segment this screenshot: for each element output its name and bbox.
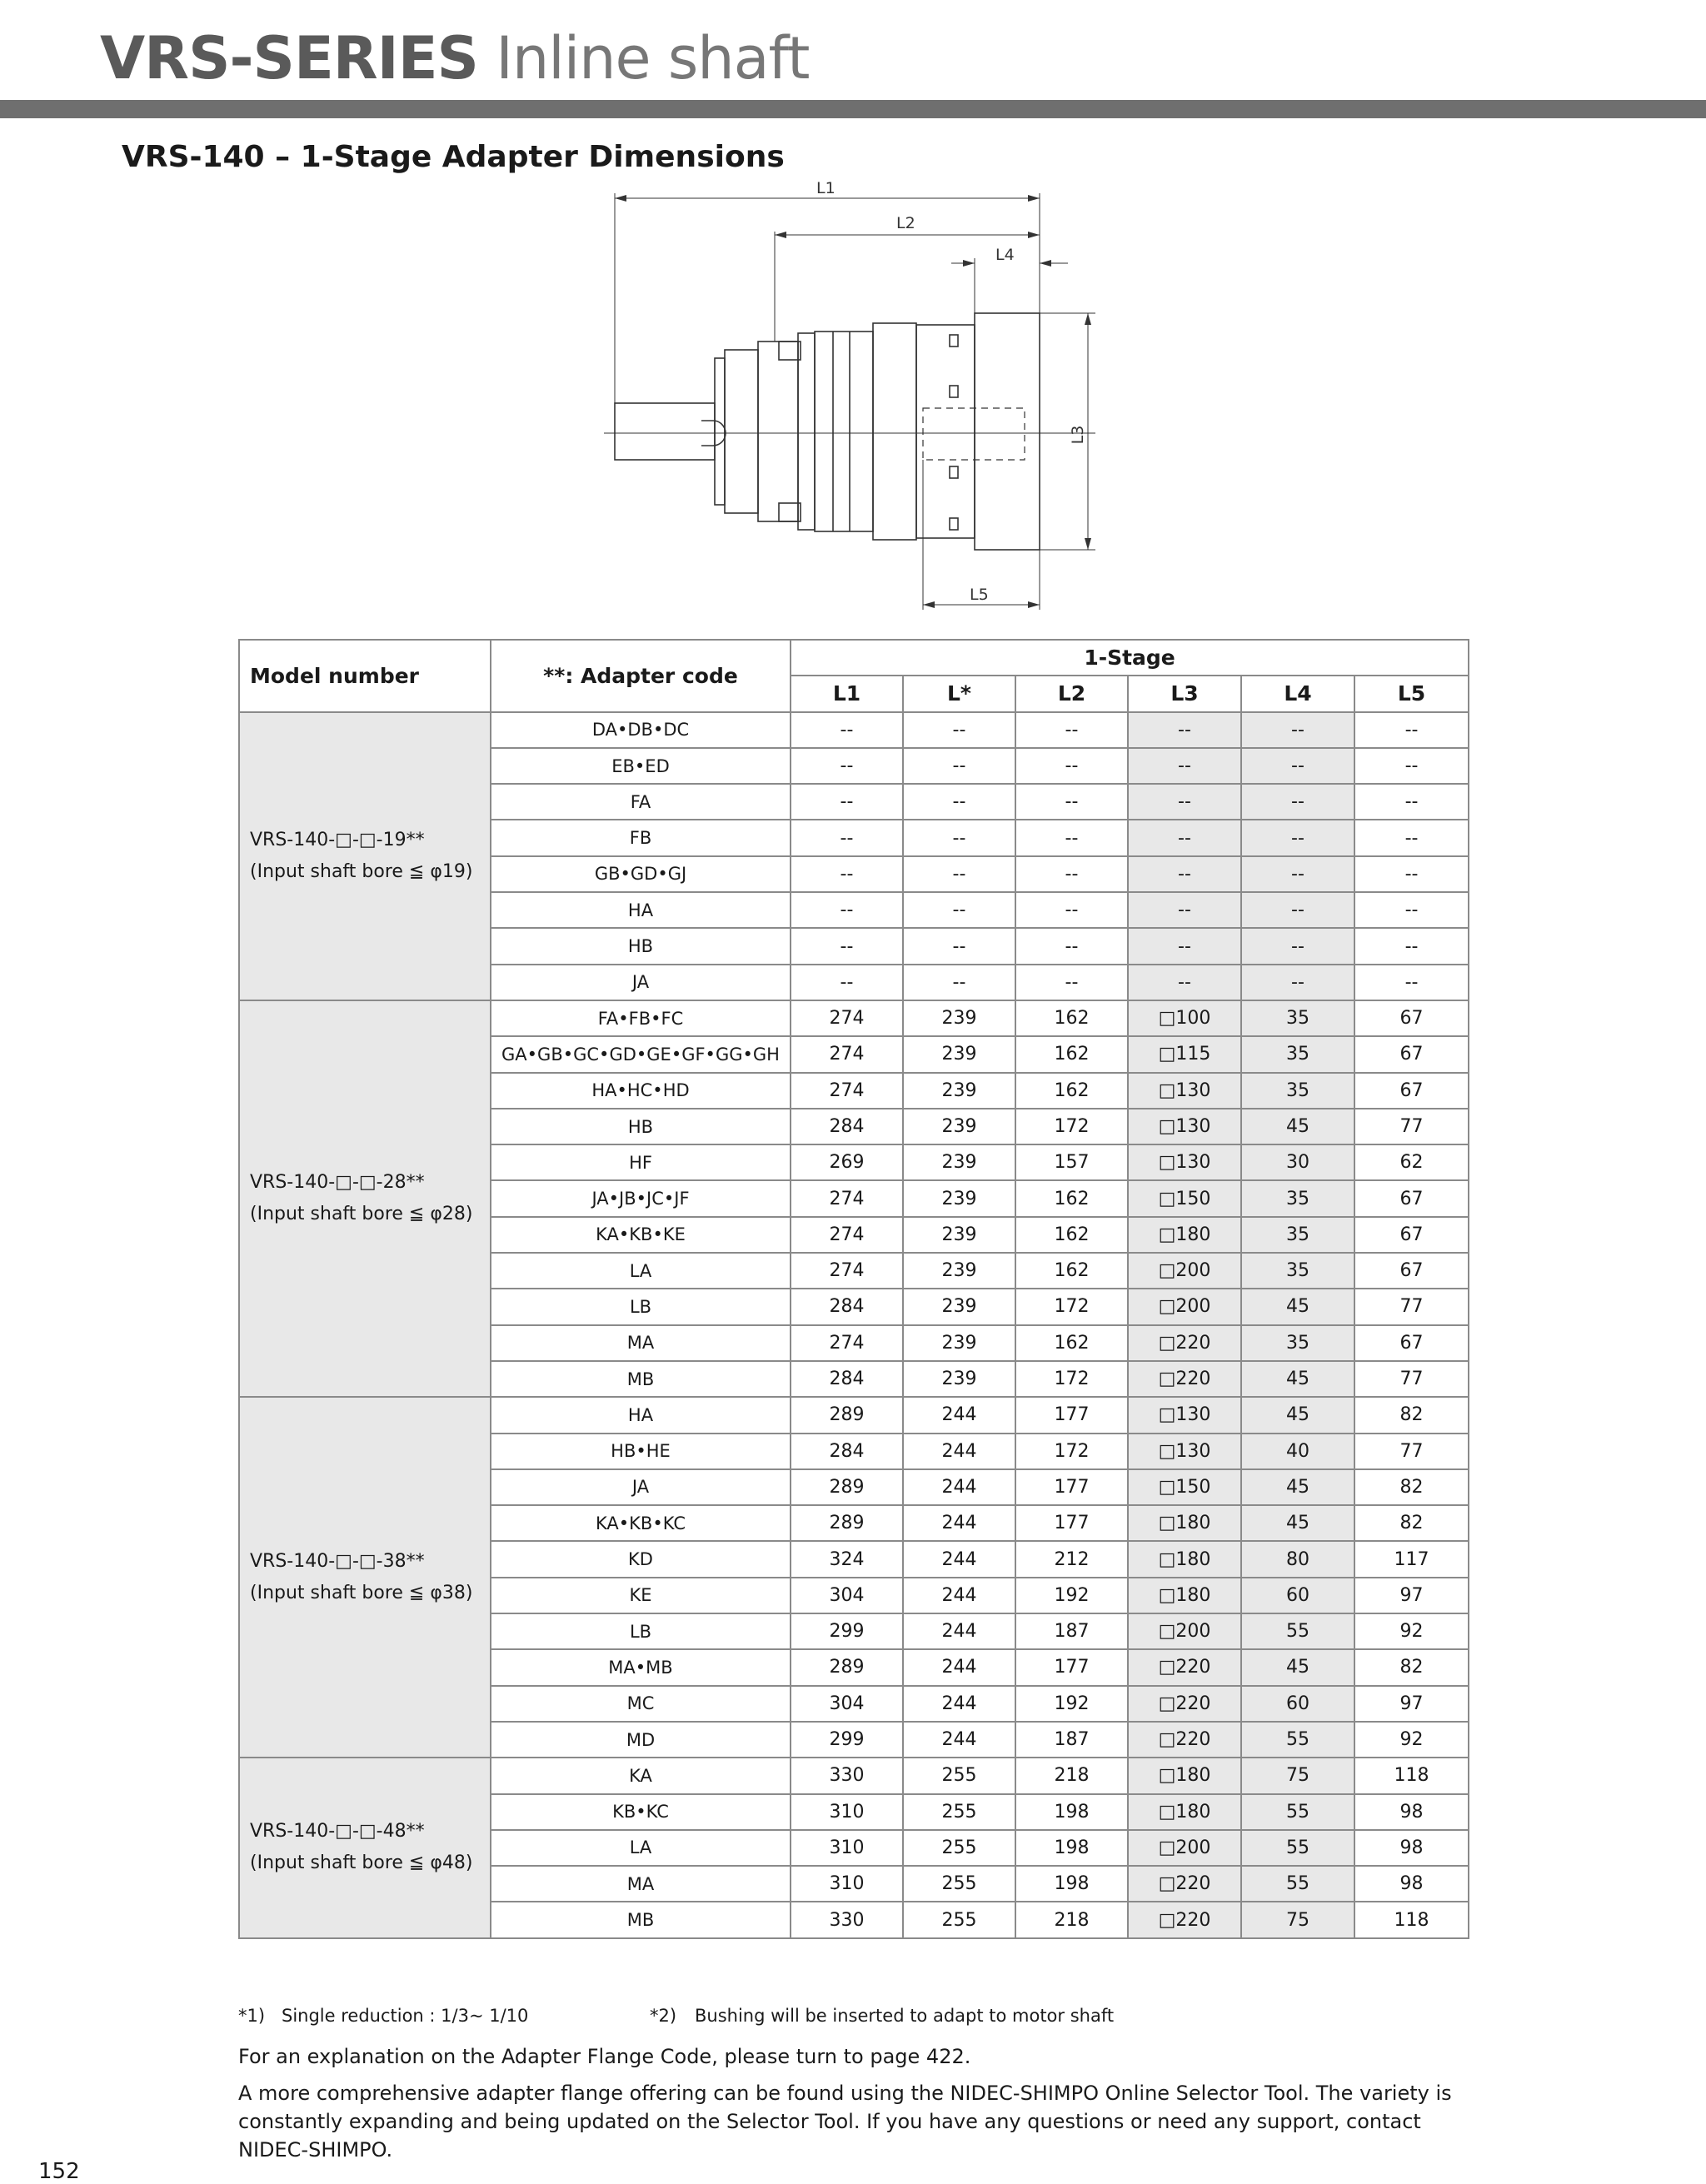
l2-value: 212 [1015, 1541, 1128, 1577]
l4-value: 35 [1241, 1217, 1354, 1253]
l4-value: 55 [1241, 1830, 1354, 1866]
hidden-bore [923, 408, 1025, 460]
l4-value: -- [1241, 892, 1354, 928]
header-l4: L4 [1241, 676, 1354, 711]
l2-value: 172 [1015, 1289, 1128, 1324]
l5-value: 118 [1354, 1758, 1469, 1793]
l5-value: 98 [1354, 1830, 1469, 1866]
l2-value: 162 [1015, 1217, 1128, 1253]
input-shaft-bore: (Input shaft bore ≦ φ19) [250, 860, 473, 882]
l5-value: 82 [1354, 1469, 1469, 1505]
lstar-value: 255 [903, 1758, 1015, 1793]
lstar-value: 239 [903, 1325, 1015, 1361]
model-number: VRS-140-□-□-19** [250, 829, 425, 850]
l5-value: 82 [1354, 1649, 1469, 1685]
lstar-value: 239 [903, 1073, 1015, 1109]
lstar-value: 239 [903, 1361, 1015, 1397]
l4-value: -- [1241, 712, 1354, 748]
l5-value: 67 [1354, 1325, 1469, 1361]
l3-value: □180 [1128, 1505, 1241, 1541]
l3-value: □200 [1128, 1830, 1241, 1866]
l5-value: 77 [1354, 1289, 1469, 1324]
front-flange-lip [715, 358, 725, 505]
series-title-bold: VRS-SERIES [100, 24, 478, 92]
adapter-code: HA•HC•HD [491, 1073, 791, 1109]
l1-value: -- [791, 820, 903, 855]
lstar-value: 244 [903, 1686, 1015, 1722]
adapter-code: HF [491, 1144, 791, 1180]
l1-value: 284 [791, 1434, 903, 1469]
l3-value: □180 [1128, 1794, 1241, 1830]
l2-value: 218 [1015, 1758, 1128, 1793]
footnote-2-text: Bushing will be inserted to adapt to motor shaft [695, 2006, 1115, 2026]
l2-value: 198 [1015, 1866, 1128, 1902]
adapter-code: KD [491, 1541, 791, 1577]
header-l2: L2 [1015, 676, 1128, 711]
l3-value: □130 [1128, 1073, 1241, 1109]
input-shaft-bore: (Input shaft bore ≦ φ28) [250, 1204, 473, 1225]
l2-value: 172 [1015, 1361, 1128, 1397]
label-l4: L4 [995, 246, 1015, 264]
l5-value: 67 [1354, 1253, 1469, 1289]
series-title [100, 18, 809, 98]
lstar-value: 239 [903, 1036, 1015, 1072]
lstar-value: 244 [903, 1397, 1015, 1433]
l4-value: 45 [1241, 1505, 1354, 1541]
l1-value: 289 [791, 1649, 903, 1685]
l5-value: 67 [1354, 1217, 1469, 1253]
l5-value: -- [1354, 748, 1469, 784]
l2-value: 162 [1015, 1073, 1128, 1109]
adapter-dimensions-table [238, 639, 1469, 1939]
adapter-code: LA [491, 1830, 791, 1866]
header-l3: L3 [1128, 676, 1241, 711]
page-header [0, 0, 1706, 117]
lstar-value: 244 [903, 1649, 1015, 1685]
lstar-value: 239 [903, 1180, 1015, 1216]
adapter-code: LB [491, 1289, 791, 1324]
adapter-code: MA [491, 1866, 791, 1902]
label-l1: L1 [816, 179, 836, 197]
body-ring-1 [798, 333, 815, 530]
input-shaft-bore: (Input shaft bore ≦ φ48) [250, 1852, 473, 1874]
l2-value: 198 [1015, 1794, 1128, 1830]
input-shaft-bore: (Input shaft bore ≦ φ38) [250, 1582, 473, 1603]
l3-value: □220 [1128, 1866, 1241, 1902]
l2-value: 192 [1015, 1578, 1128, 1613]
l1-value: 274 [791, 1217, 903, 1253]
l1-value: 274 [791, 1253, 903, 1289]
l1-value: 310 [791, 1830, 903, 1866]
l4-value: 55 [1241, 1722, 1354, 1758]
bolt-bottom [779, 503, 801, 521]
l5-value: 82 [1354, 1505, 1469, 1541]
l1-value: 299 [791, 1722, 903, 1758]
lstar-value: 244 [903, 1578, 1015, 1613]
adapter-code: FA•FB•FC [491, 1000, 791, 1036]
l1-value: -- [791, 748, 903, 784]
l2-value: 187 [1015, 1613, 1128, 1649]
l3-value: □220 [1128, 1649, 1241, 1685]
lstar-value: 255 [903, 1866, 1015, 1902]
note-adapter-flange-code: For an explanation on the Adapter Flange Code, please turn to page 422. [238, 2045, 971, 2068]
l1-value: 310 [791, 1794, 903, 1830]
l1-value: 274 [791, 1036, 903, 1072]
l2-value: 162 [1015, 1180, 1128, 1216]
l3-value: □115 [1128, 1036, 1241, 1072]
l2-value: 177 [1015, 1649, 1128, 1685]
l4-value: 35 [1241, 1325, 1354, 1361]
l1-value: 274 [791, 1073, 903, 1109]
l3-value: □220 [1128, 1722, 1241, 1758]
l1-value: 299 [791, 1613, 903, 1649]
l2-value: -- [1015, 965, 1128, 1000]
l1-value: -- [791, 856, 903, 892]
l1-value: 330 [791, 1758, 903, 1793]
l5-value: -- [1354, 856, 1469, 892]
section-title: VRS-140 – 1-Stage Adapter Dimensions [122, 140, 785, 174]
l3-value: -- [1128, 928, 1241, 964]
adapter-code: MB [491, 1902, 791, 1937]
l2-value: 157 [1015, 1144, 1128, 1180]
l3-value: □220 [1128, 1325, 1241, 1361]
l3-value: □130 [1128, 1434, 1241, 1469]
lstar-value: 244 [903, 1722, 1015, 1758]
lstar-value: 244 [903, 1505, 1015, 1541]
model-number: VRS-140-□-□-28** [250, 1172, 425, 1194]
l1-value: 274 [791, 1180, 903, 1216]
dimension-drawing [583, 175, 1116, 625]
l2-value: 192 [1015, 1686, 1128, 1722]
l4-value: -- [1241, 748, 1354, 784]
table-row [239, 1397, 1469, 1433]
adapter-code: FB [491, 820, 791, 855]
l2-value: 172 [1015, 1109, 1128, 1144]
l5-value: 77 [1354, 1434, 1469, 1469]
l3-value: □180 [1128, 1578, 1241, 1613]
l4-value: 35 [1241, 1180, 1354, 1216]
header-stage: 1-Stage [791, 640, 1469, 676]
l4-value: -- [1241, 856, 1354, 892]
l1-value: -- [791, 712, 903, 748]
l3-value: □180 [1128, 1217, 1241, 1253]
motor-adapter-plate [975, 313, 1040, 550]
adapter-code: FA [491, 784, 791, 820]
l5-value: 67 [1354, 1000, 1469, 1036]
l4-value: 35 [1241, 1000, 1354, 1036]
l1-value: 269 [791, 1144, 903, 1180]
adapter-code: GA•GB•GC•GD•GE•GF•GG•GH [491, 1036, 791, 1072]
output-housing [873, 323, 916, 540]
footnote-1-mark: *1) [238, 2006, 266, 2026]
l5-value: 97 [1354, 1578, 1469, 1613]
lstar-value: 255 [903, 1830, 1015, 1866]
adapter-code: LB [491, 1613, 791, 1649]
l5-value: 92 [1354, 1613, 1469, 1649]
lstar-value: -- [903, 965, 1015, 1000]
header-l5: L5 [1354, 676, 1469, 711]
l4-value: 60 [1241, 1686, 1354, 1722]
adapter-code: GB•GD•GJ [491, 856, 791, 892]
l5-value: -- [1354, 820, 1469, 855]
adapter-code: HB [491, 1109, 791, 1144]
lstar-value: -- [903, 820, 1015, 855]
adapter-code: KB•KC [491, 1794, 791, 1830]
adapter-code: LA [491, 1253, 791, 1289]
l2-value: -- [1015, 892, 1128, 928]
input-shaft [615, 403, 715, 460]
l3-value: □180 [1128, 1541, 1241, 1577]
l2-value: 162 [1015, 1253, 1128, 1289]
lstar-value: -- [903, 748, 1015, 784]
l3-value: -- [1128, 748, 1241, 784]
l2-value: 162 [1015, 1036, 1128, 1072]
adapter-code: EB•ED [491, 748, 791, 784]
l3-value: □180 [1128, 1758, 1241, 1793]
flange-ring [758, 342, 798, 521]
l4-value: 45 [1241, 1649, 1354, 1685]
table-row [239, 1000, 1469, 1036]
l3-value: -- [1128, 712, 1241, 748]
l3-value: □220 [1128, 1361, 1241, 1397]
adapter-body [916, 325, 975, 538]
l1-value: 324 [791, 1541, 903, 1577]
label-l3: L3 [1069, 425, 1087, 445]
l2-value: -- [1015, 856, 1128, 892]
adapter-code: MA•MB [491, 1649, 791, 1685]
l4-value: 45 [1241, 1289, 1354, 1324]
l4-value: 30 [1241, 1144, 1354, 1180]
l1-value: 289 [791, 1505, 903, 1541]
l2-value: -- [1015, 928, 1128, 964]
l5-value: 77 [1354, 1109, 1469, 1144]
l2-value: -- [1015, 748, 1128, 784]
l3-value: -- [1128, 965, 1241, 1000]
lstar-value: 239 [903, 1253, 1015, 1289]
lstar-value: 239 [903, 1144, 1015, 1180]
adapter-code: KE [491, 1578, 791, 1613]
l1-value: -- [791, 928, 903, 964]
l2-value: 162 [1015, 1000, 1128, 1036]
l1-value: 289 [791, 1469, 903, 1505]
adapter-code: MD [491, 1722, 791, 1758]
l5-value: 77 [1354, 1361, 1469, 1397]
lstar-value: -- [903, 856, 1015, 892]
l1-value: 330 [791, 1902, 903, 1937]
l2-value: 162 [1015, 1325, 1128, 1361]
adapter-code: HA [491, 1397, 791, 1433]
l5-value: -- [1354, 784, 1469, 820]
adapter-code: MB [491, 1361, 791, 1397]
l5-value: -- [1354, 928, 1469, 964]
l1-value: -- [791, 892, 903, 928]
table-body [239, 712, 1469, 1938]
l5-value: -- [1354, 712, 1469, 748]
adapter-code: KA•KB•KC [491, 1505, 791, 1541]
l5-value: 82 [1354, 1397, 1469, 1433]
l4-value: -- [1241, 784, 1354, 820]
l4-value: 45 [1241, 1397, 1354, 1433]
model-number: VRS-140-□-□-48** [250, 1821, 425, 1842]
l5-value: 97 [1354, 1686, 1469, 1722]
l4-value: 35 [1241, 1253, 1354, 1289]
l1-value: -- [791, 784, 903, 820]
lstar-value: 239 [903, 1000, 1015, 1036]
lstar-value: 244 [903, 1469, 1015, 1505]
l5-value: 62 [1354, 1144, 1469, 1180]
model-number: VRS-140-□-□-38** [250, 1550, 425, 1572]
l5-value: -- [1354, 892, 1469, 928]
header-bar [0, 100, 1706, 118]
l4-value: 55 [1241, 1613, 1354, 1649]
l3-value: □200 [1128, 1613, 1241, 1649]
l1-value: 284 [791, 1289, 903, 1324]
footnote-1-text: Single reduction : 1/3~ 1/10 [282, 2006, 529, 2026]
lstar-value: -- [903, 928, 1015, 964]
l4-value: 55 [1241, 1794, 1354, 1830]
adapter-code: HB•HE [491, 1434, 791, 1469]
model-number-cell [239, 1758, 491, 1937]
header-lstar: L* [903, 676, 1015, 711]
l1-value: 274 [791, 1000, 903, 1036]
l2-value: 172 [1015, 1434, 1128, 1469]
adapter-code: KA•KB•KE [491, 1217, 791, 1253]
l5-value: 67 [1354, 1180, 1469, 1216]
l5-value: 98 [1354, 1794, 1469, 1830]
adapter-code: DA•DB•DC [491, 712, 791, 748]
lstar-value: 255 [903, 1794, 1015, 1830]
l2-value: -- [1015, 712, 1128, 748]
adapter-code: MC [491, 1686, 791, 1722]
l3-value: □100 [1128, 1000, 1241, 1036]
lstar-value: 244 [903, 1434, 1015, 1469]
l4-value: 45 [1241, 1109, 1354, 1144]
l4-value: -- [1241, 928, 1354, 964]
l1-value: 284 [791, 1109, 903, 1144]
lstar-value: 239 [903, 1289, 1015, 1324]
l4-value: 35 [1241, 1036, 1354, 1072]
model-number-cell [239, 712, 491, 1000]
l5-value: 67 [1354, 1073, 1469, 1109]
l2-value: -- [1015, 784, 1128, 820]
adapter-code: JA•JB•JC•JF [491, 1180, 791, 1216]
l3-value: -- [1128, 856, 1241, 892]
l1-value: 289 [791, 1397, 903, 1433]
l3-value: -- [1128, 820, 1241, 855]
footnote-2-mark: *2) [650, 2006, 677, 2026]
l2-value: 177 [1015, 1469, 1128, 1505]
gear-housing [815, 332, 873, 531]
lstar-value: -- [903, 892, 1015, 928]
l4-value: 75 [1241, 1758, 1354, 1793]
l5-value: 117 [1354, 1541, 1469, 1577]
l2-value: 198 [1015, 1830, 1128, 1866]
adapter-code: JA [491, 1469, 791, 1505]
l1-value: 274 [791, 1325, 903, 1361]
lstar-value: 244 [903, 1541, 1015, 1577]
front-flange [725, 350, 758, 513]
l4-value: 35 [1241, 1073, 1354, 1109]
l3-value: □220 [1128, 1686, 1241, 1722]
l5-value: 92 [1354, 1722, 1469, 1758]
l5-value: 67 [1354, 1036, 1469, 1072]
adapter-code: MA [491, 1325, 791, 1361]
label-l5: L5 [970, 586, 989, 604]
l3-value: □150 [1128, 1469, 1241, 1505]
adapter-code: HA [491, 892, 791, 928]
l2-value: -- [1015, 820, 1128, 855]
l5-value: 98 [1354, 1866, 1469, 1902]
l3-value: -- [1128, 892, 1241, 928]
adapter-code: KA [491, 1758, 791, 1793]
l1-value: 304 [791, 1578, 903, 1613]
l2-value: 177 [1015, 1505, 1128, 1541]
lstar-value: 239 [903, 1217, 1015, 1253]
adapter-code: JA [491, 965, 791, 1000]
l1-value: 304 [791, 1686, 903, 1722]
bolt-top [779, 342, 801, 360]
table-row [239, 1758, 1469, 1793]
l1-value: 284 [791, 1361, 903, 1397]
l4-value: 45 [1241, 1361, 1354, 1397]
l4-value: 40 [1241, 1434, 1354, 1469]
model-number-cell [239, 1000, 491, 1397]
l4-value: 60 [1241, 1578, 1354, 1613]
lstar-value: 239 [903, 1109, 1015, 1144]
l3-value: □130 [1128, 1109, 1241, 1144]
l4-value: 55 [1241, 1866, 1354, 1902]
header-model-number: Model number [239, 640, 491, 712]
l1-value: -- [791, 965, 903, 1000]
header-l1: L1 [791, 676, 903, 711]
l3-value: □150 [1128, 1180, 1241, 1216]
l5-value: -- [1354, 965, 1469, 1000]
note-selector-tool: A more comprehensive adapter flange offering can be found using the NIDEC-SHIMPO Online Selector Tool. The variety is constantly expanding and being updated on the Selector Tool. If you have any questions or need any support, contact NIDEC-SHIMPO. [238, 2082, 1452, 2162]
l3-value: □130 [1128, 1144, 1241, 1180]
adapter-code: HB [491, 928, 791, 964]
l4-value: -- [1241, 965, 1354, 1000]
l5-value: 118 [1354, 1902, 1469, 1937]
l4-value: 80 [1241, 1541, 1354, 1577]
l3-value: □200 [1128, 1289, 1241, 1324]
page-number: 152 [38, 2159, 80, 2184]
l1-value: 310 [791, 1866, 903, 1902]
l3-value: □200 [1128, 1253, 1241, 1289]
l3-value: □130 [1128, 1397, 1241, 1433]
table-row [239, 712, 1469, 748]
l3-value: -- [1128, 784, 1241, 820]
l4-value: -- [1241, 820, 1354, 855]
series-title-light: Inline shaft [496, 24, 810, 92]
model-number-cell [239, 1397, 491, 1758]
l3-value: □220 [1128, 1902, 1241, 1937]
lstar-value: 255 [903, 1902, 1015, 1937]
l2-value: 177 [1015, 1397, 1128, 1433]
l2-value: 218 [1015, 1902, 1128, 1937]
header-adapter-code: **: Adapter code [491, 640, 791, 712]
lstar-value: -- [903, 784, 1015, 820]
label-l2: L2 [896, 214, 915, 232]
l4-value: 45 [1241, 1469, 1354, 1505]
l4-value: 75 [1241, 1902, 1354, 1937]
lstar-value: 244 [903, 1613, 1015, 1649]
lstar-value: -- [903, 712, 1015, 748]
l2-value: 187 [1015, 1722, 1128, 1758]
